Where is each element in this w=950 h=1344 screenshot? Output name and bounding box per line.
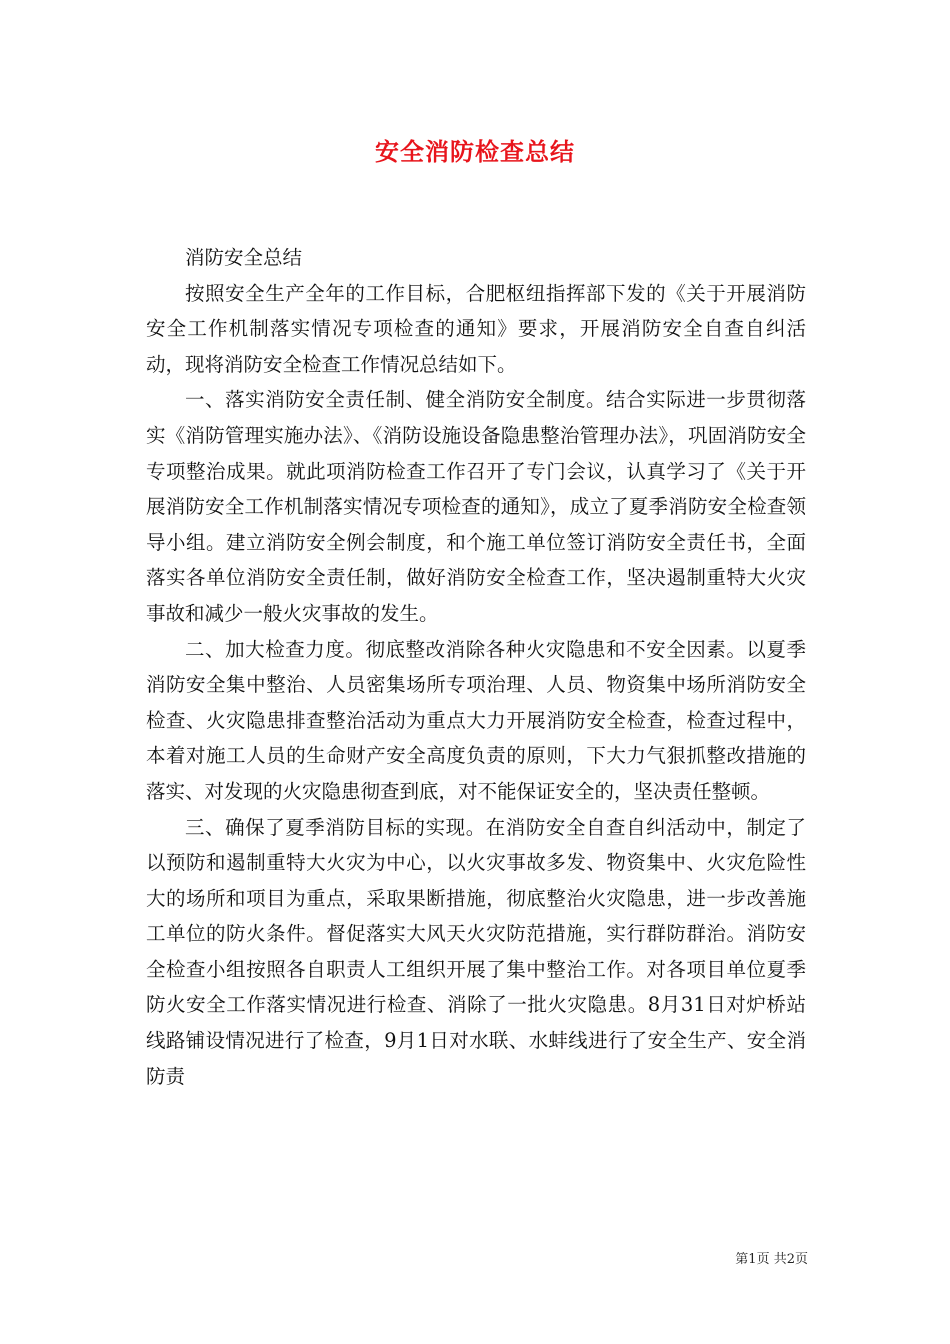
paragraph-section-3: 三、确保了夏季消防目标的实现。在消防安全自查自纠活动中，制定了以预防和遏制重特大火灾为中心，以火灾事故多发、物资集中、火灾危险性大的场所和项目为重点，采取果断措施，彻底整治火灾隐患，进一步改善施工单位的防火条件。督促落实大风天火灾防范措施，实行群防群治。消防安全检查小组按照各自职责人工组织开展了集中整治工作。对各项目单位夏季防火安全工作落实情况进行检查、消除了一批火灾隐患。8月31日对炉桥站线路铺设情况进行了检查，9月1日对水联、水蚌线进行了安全生产、安全消防责 [146,815,806,1088]
paragraph-intro: 按照安全生产全年的工作目标，合肥枢纽指挥部下发的《关于开展消防安全工作机制落实情况专项检查的通知》要求，开展消防安全自查自纠活动，现将消防安全检查工作情况总结如下。 [146,281,806,376]
document-body [146,240,806,1094]
footer-suffix: 页 [794,1252,808,1267]
footer-prefix: 第 [735,1252,749,1267]
paragraph-section-1: 一、落实消防安全责任制、健全消防安全制度。结合实际进一步贯彻落实《消防管理实施办法》、《消防设施设备隐患整治管理办法》，巩固消防安全专项整治成果。就此项消防检查工作召开了专门会议，认真学习了《关于开展消防安全工作机制落实情况专项检查的通知》，成立了夏季消防安全检查领导小组。建立消防安全例会制度，和个施工单位签订消防安全责任书，全面落实各单位消防安全责任制，做好消防安全检查工作，坚决遏制重特大火灾事故和减少一般火灾事故的发生。 [146,388,806,625]
footer-total-pages: 2 [786,1252,795,1267]
section-heading: 消防安全总结 [185,246,303,269]
page-number-footer [735,1248,808,1267]
paragraph-section-2: 二、加大检查力度。彻底整改消除各种火灾隐患和不安全因素。以夏季消防安全集中整治、人员密集场所专项治理、人员、物资集中场所消防安全检查、火灾隐患排查整治活动为重点大力开展消防安全检查，检查过程中，本着对施工人员的生命财产安全高度负责的原则，下大力气狠抓整改措施的落实、对发现的火灾隐患彻查到底，对不能保证安全的，坚决责任整顿。 [146,637,806,803]
footer-middle: 页 共 [756,1252,787,1267]
document-title: 安全消防检查总结 [375,137,575,166]
footer-current-page: 1 [748,1252,757,1267]
